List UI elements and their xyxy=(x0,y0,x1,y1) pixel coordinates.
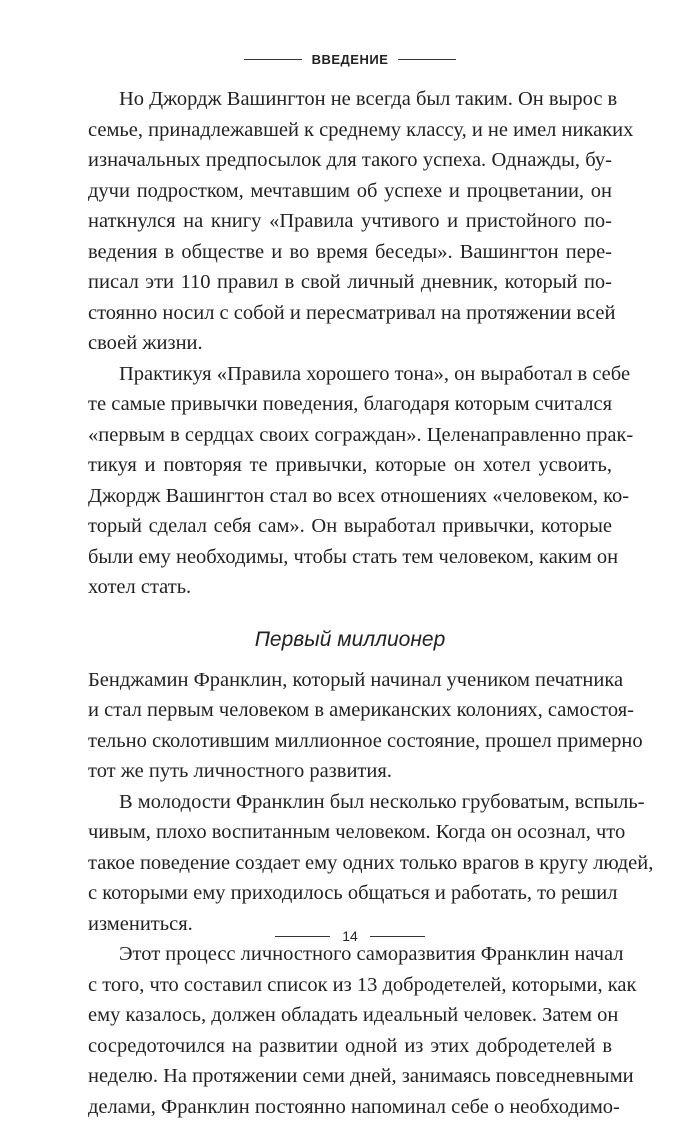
page-body xyxy=(88,84,612,1122)
text-line: те самые привычки поведения, благодаря которым считался xyxy=(88,389,612,420)
text-line: Но Джордж Вашингтон не всегда был таким. Он вырос в xyxy=(88,84,612,115)
paragraph xyxy=(88,84,612,359)
footer-rule-right xyxy=(370,936,425,937)
header-rule-left xyxy=(244,59,302,60)
text-line: измениться. xyxy=(88,909,612,940)
text-line: неделю. На протяжении семи дней, занимаясь повседневными xyxy=(88,1061,612,1092)
text-line: семье, принадлежавшей к среднему классу, и не имел никаких xyxy=(88,115,612,146)
text-line: с того, что составил список из 13 добродетелей, которыми, как xyxy=(88,970,612,1001)
text-line: ведения в обществе и во время беседы». Вашингтон пере- xyxy=(88,237,612,268)
text-line: изначальных предпосылок для такого успеха. Однажды, бу- xyxy=(88,145,612,176)
text-line: «первым в сердцах своих сограждан». Целенаправленно прак- xyxy=(88,420,612,451)
text-line: были ему необходимы, чтобы стать тем человеком, каким он xyxy=(88,542,612,573)
footer-rule-left xyxy=(275,936,330,937)
text-line: Этот процесс личностного саморазвития Франклин начал xyxy=(88,939,612,970)
text-line: хотел стать. xyxy=(88,572,612,603)
text-line: наткнулся на книгу «Правила учтивого и пристойного по- xyxy=(88,206,612,237)
header-rule-right xyxy=(398,59,456,60)
text-line: Практикуя «Правила хорошего тона», он выработал в себе xyxy=(88,359,612,390)
text-line: писал эти 110 правил в свой личный дневник, который по- xyxy=(88,267,612,298)
text-line: тикуя и повторяя те привычки, которые он хотел усвоить, xyxy=(88,450,612,481)
text-line: В молодости Франклин был несколько грубоватым, вспыль- xyxy=(88,787,612,818)
text-line: такое поведение создает ему одних только врагов в кругу людей, xyxy=(88,848,612,879)
paragraph xyxy=(88,787,612,940)
text-line: Джордж Вашингтон стал во всех отношениях «человеком, ко- xyxy=(88,481,612,512)
text-line: тельно сколотившим миллионное состояние, прошел примерно xyxy=(88,726,612,757)
page-number: 14 xyxy=(342,928,358,944)
text-line: с которыми ему приходилось общаться и работать, то решил xyxy=(88,878,612,909)
text-line: сосредоточился на развитии одной из этих добродетелей в xyxy=(88,1031,612,1062)
text-line: тот же путь личностного развития. xyxy=(88,756,612,787)
paragraph xyxy=(88,939,612,1122)
text-line: стоянно носил с собой и пересматривал на протяжении всей xyxy=(88,298,612,329)
section-title: Первый миллионер xyxy=(88,623,612,657)
text-line: своей жизни. xyxy=(88,328,612,359)
page-footer xyxy=(0,928,700,944)
text-line: дучи подростком, мечтавшим об успехе и процветании, он xyxy=(88,176,612,207)
text-line: делами, Франклин постоянно напоминал себе о необходимо- xyxy=(88,1092,612,1122)
text-line: чивым, плохо воспитанным человеком. Когда он осознал, что xyxy=(88,817,612,848)
paragraph xyxy=(88,665,612,787)
header-title: ВВЕДЕНИЕ xyxy=(312,52,389,67)
text-line: торый сделал себя сам». Он выработал привычки, которые xyxy=(88,511,612,542)
text-line: и стал первым человеком в американских колониях, самостоя- xyxy=(88,695,612,726)
text-line: ему казалось, должен обладать идеальный человек. Затем он xyxy=(88,1000,612,1031)
running-header xyxy=(0,52,700,67)
text-line: Бенджамин Франклин, который начинал учеником печатника xyxy=(88,665,612,696)
paragraph xyxy=(88,359,612,603)
